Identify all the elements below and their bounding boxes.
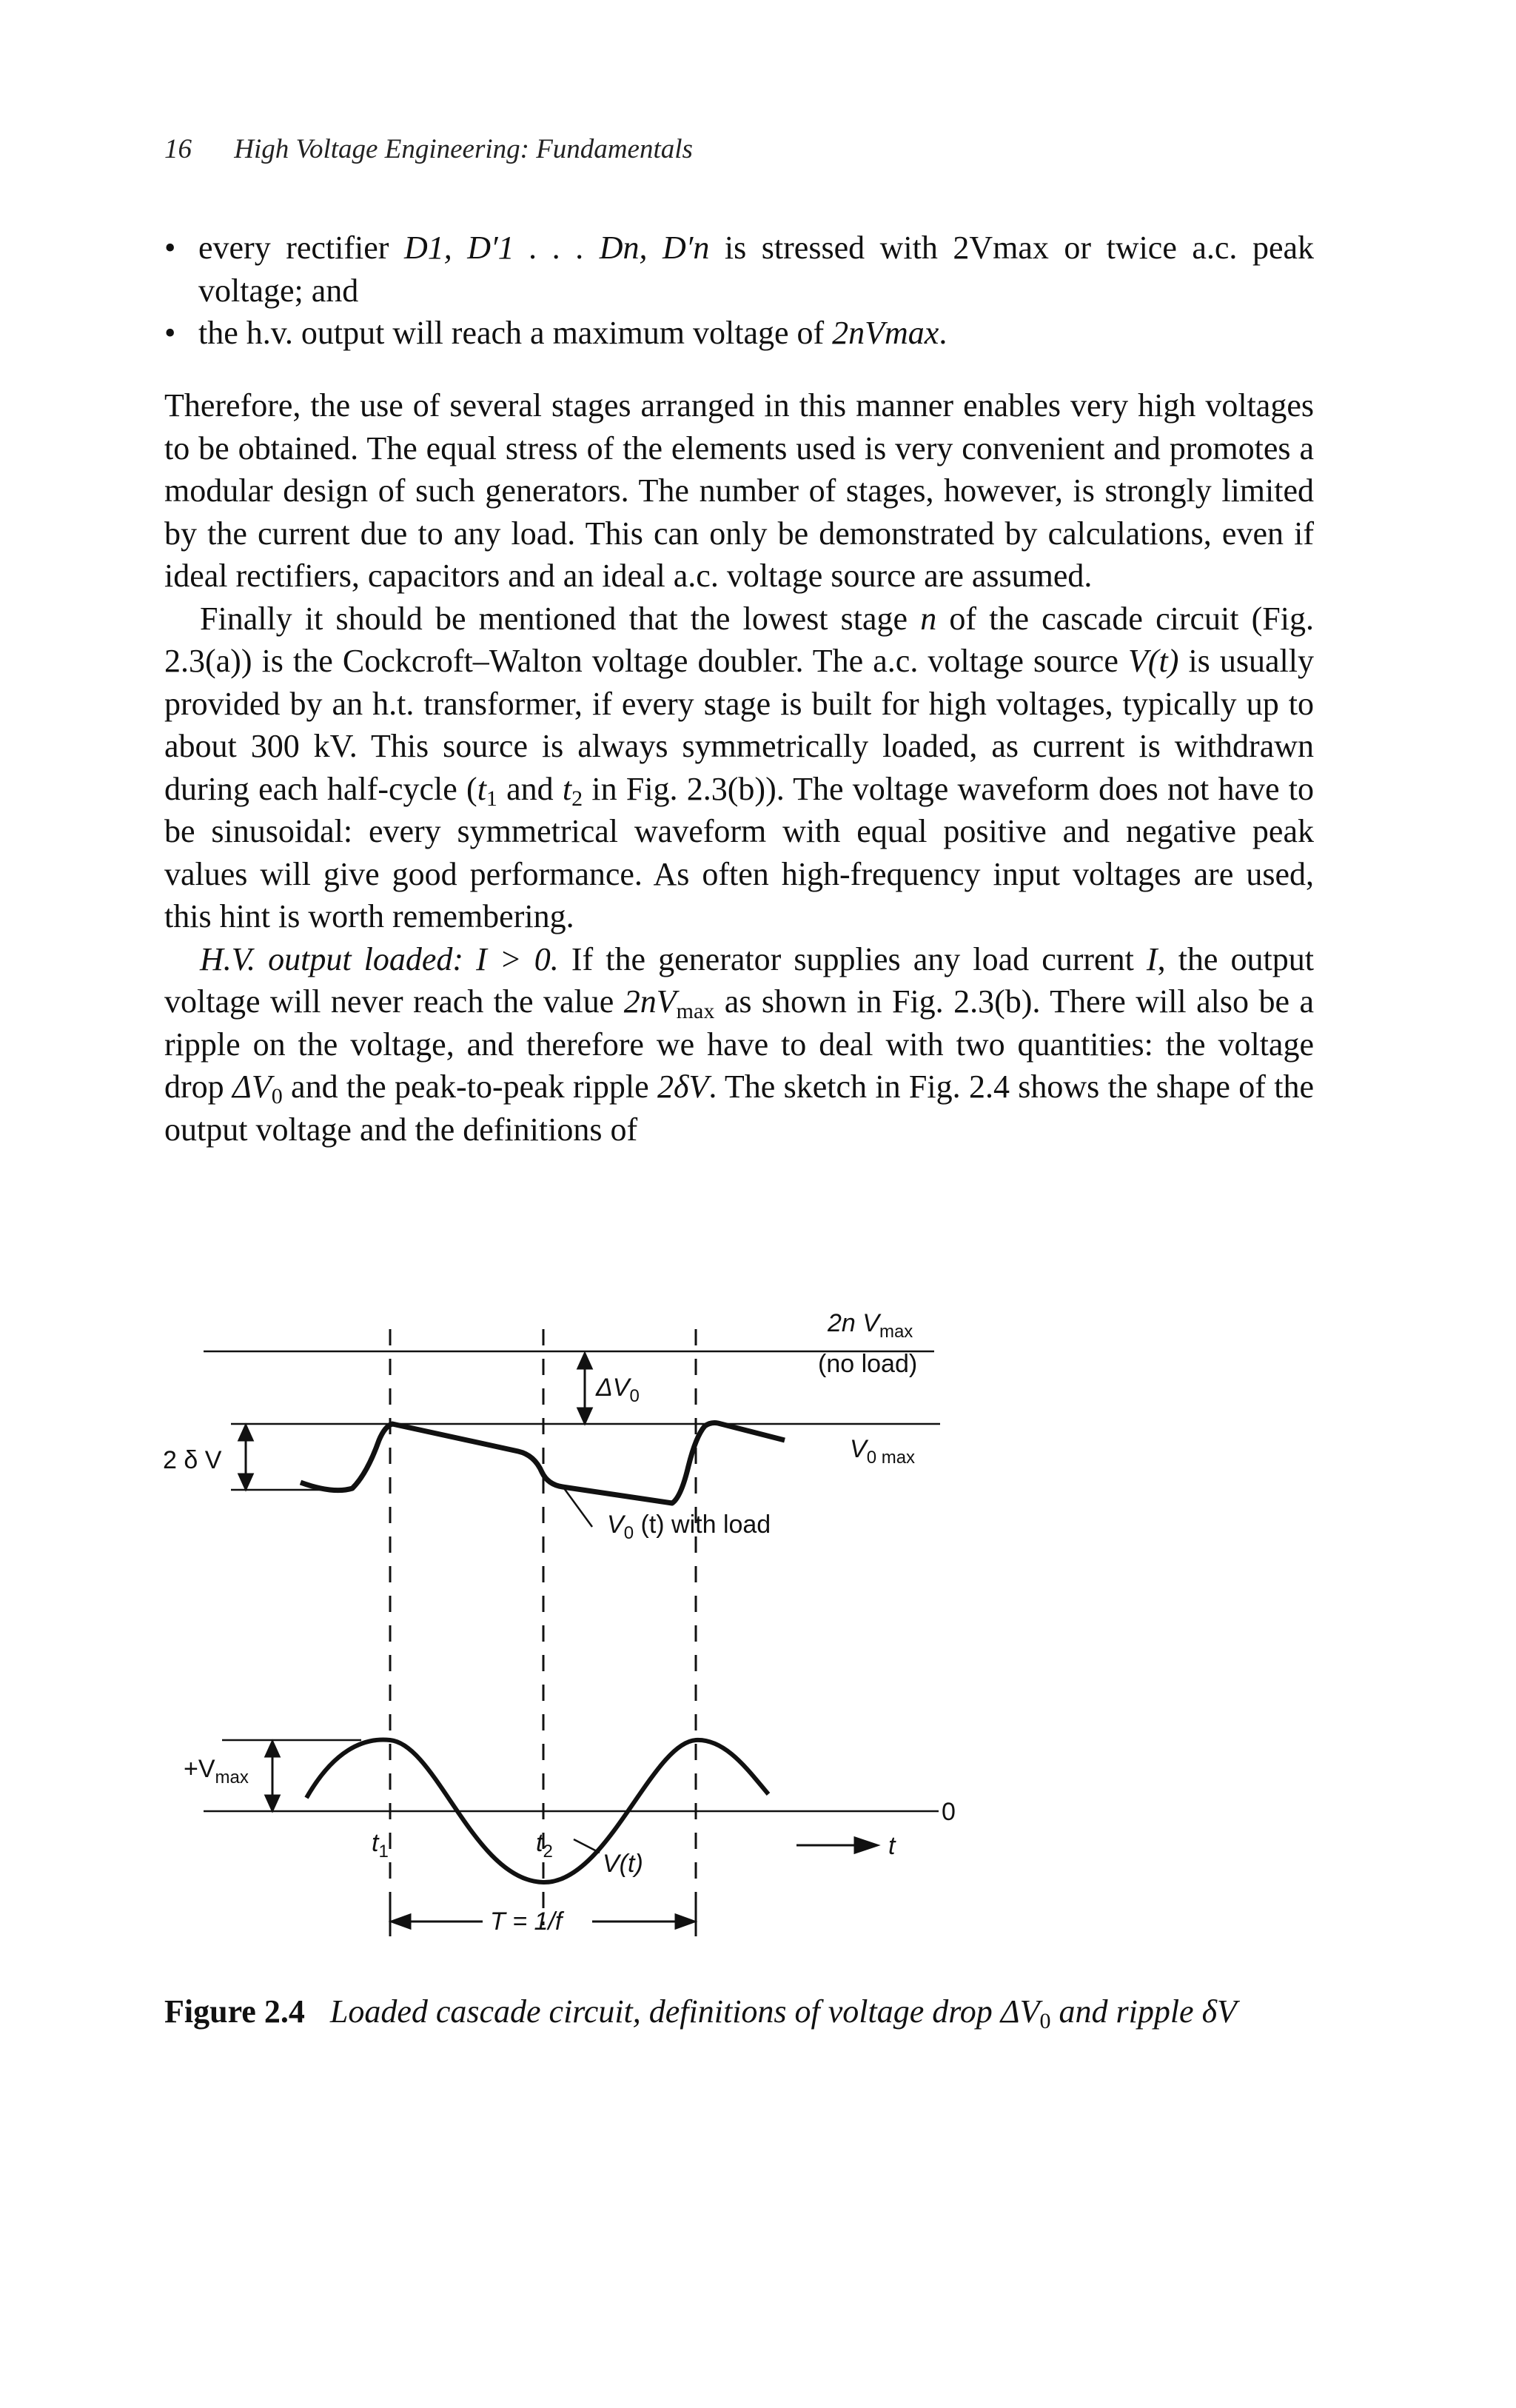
math-run: t xyxy=(477,770,486,807)
waveform-diagram xyxy=(148,1288,962,1970)
math-run: 2δV xyxy=(657,1068,709,1105)
caption-sub: 0 xyxy=(1039,2009,1051,2033)
text-run: of the cascade circuit (Fig. 2.3(a)) is the Cockcroft–Walton voltage doubler. The a.c. voltage source xyxy=(164,600,1314,679)
vmax-arrow xyxy=(266,1742,279,1810)
label-2-delta-v: 2 δ V xyxy=(163,1446,222,1474)
paragraph-3 xyxy=(164,938,1314,1151)
bullet-math: 2nVmax xyxy=(832,315,939,351)
running-header xyxy=(164,133,693,165)
body-paragraphs xyxy=(164,384,1314,1151)
text-run: , the output voltage will never reach the value xyxy=(164,940,1315,1020)
text-run: in Fig. 2.3(b)). The voltage waveform does not have to be sinusoidal: every symmetrical waveform with equal positive and negative peak values will give good performance. As often high-frequency input voltages are used, this hint is worth remembering. xyxy=(164,770,1314,934)
text-run: Finally it should be mentioned that the lowest stage xyxy=(200,600,921,637)
math-sub: max xyxy=(676,999,715,1023)
delta-v0-arrow xyxy=(578,1354,591,1423)
bullet-item-1 xyxy=(164,227,1314,312)
paragraph-2 xyxy=(164,598,1314,938)
figure-caption xyxy=(164,1990,1314,2033)
bullet-text: is stressed with 2Vmax or twice a.c. peak voltage; and xyxy=(198,230,1314,309)
label-v0max: $V_{0 max}$ xyxy=(850,1435,916,1468)
text-run: and the peak-to-peak ripple xyxy=(282,1068,657,1105)
bullet-text: the h.v. output will reach a maximum voltage of xyxy=(198,315,833,351)
label-period: T = 1/f xyxy=(490,1907,563,1936)
paragraph-1: Therefore, the use of several stages arranged in this manner enables very high voltages to be obtained. The equal stress of the elements used is very convenient and promotes a modular design of such generators. The number of stages, however, is strongly limited by the current due to any load. This can only be demonstrated by calculations, even if ideal rectifiers, capacitors and an ideal a.c. voltage source are assumed. xyxy=(164,387,1314,594)
math-run: ΔV xyxy=(232,1068,272,1105)
label-t1: $t_1$ xyxy=(372,1829,389,1862)
time-markers xyxy=(390,1329,696,1925)
label-v0t-with-load: $V_0$ (t) with load xyxy=(607,1511,771,1543)
label-time-axis: t xyxy=(888,1832,896,1860)
bullet-math: D1, D′1 . . . Dn, D′n xyxy=(403,230,710,266)
figure-2-4 xyxy=(148,1288,962,1970)
math-run: t xyxy=(562,770,572,807)
caption-text: Loaded cascade circuit, definitions of voltage drop ΔV xyxy=(329,1993,1040,2030)
ripple-arrow xyxy=(239,1425,252,1489)
text-run: . The sketch in Fig. 2.4 shows the shape of the output voltage and the definitions of xyxy=(164,1068,1315,1148)
caption-text-after: and ripple δV xyxy=(1050,1993,1237,2030)
math-run: V(t) xyxy=(1127,643,1179,679)
math-sub: 2 xyxy=(571,786,583,811)
text-run: as shown in Fig. 2.3(b). There will also be a ripple on the voltage, and therefore we have to deal with two quantities: the voltage drop xyxy=(164,983,1314,1105)
text-run: If the generator supplies any load current xyxy=(558,940,1147,977)
vt-leader-line xyxy=(574,1839,600,1853)
bullet-item-2 xyxy=(164,312,1314,355)
v0-leader-line xyxy=(564,1488,592,1527)
math-sub: 0 xyxy=(271,1084,283,1108)
label-delta-v0: $\Delta V_0$ xyxy=(596,1374,640,1406)
page-number: 16 xyxy=(164,134,192,164)
bullet-text: every rectifier xyxy=(198,230,404,266)
bullet-text: . xyxy=(939,315,948,351)
label-zero: 0 xyxy=(942,1798,956,1826)
math-sub: 1 xyxy=(486,786,497,811)
run-in-heading: H.V. output loaded: I > 0. xyxy=(200,940,559,977)
time-axis-arrow xyxy=(796,1838,877,1853)
bullet-list xyxy=(164,227,1314,355)
text-run: and xyxy=(497,770,563,807)
text-run: is usually provided by an h.t. transformer, if every stage is built for high voltages, typically up to about 300 kV. This source is always symmetrically loaded, as current is withdrawn during each half-cycle ( xyxy=(164,643,1314,807)
math-run: I xyxy=(1146,940,1158,977)
caption-label: Figure 2.4 xyxy=(164,1993,305,2030)
label-vt: V(t) xyxy=(603,1850,643,1878)
book-title: High Voltage Engineering: Fundamentals xyxy=(234,134,693,164)
label-2n-vmax: 2n $V_{max}$ xyxy=(828,1309,913,1342)
label-no-load: (no load) xyxy=(818,1350,918,1378)
math-run: 2nV xyxy=(623,983,677,1020)
math-run: n xyxy=(920,600,937,637)
label-plus-vmax: $+V_{max}$ xyxy=(184,1755,249,1787)
label-t2: $t_2$ xyxy=(536,1829,553,1862)
